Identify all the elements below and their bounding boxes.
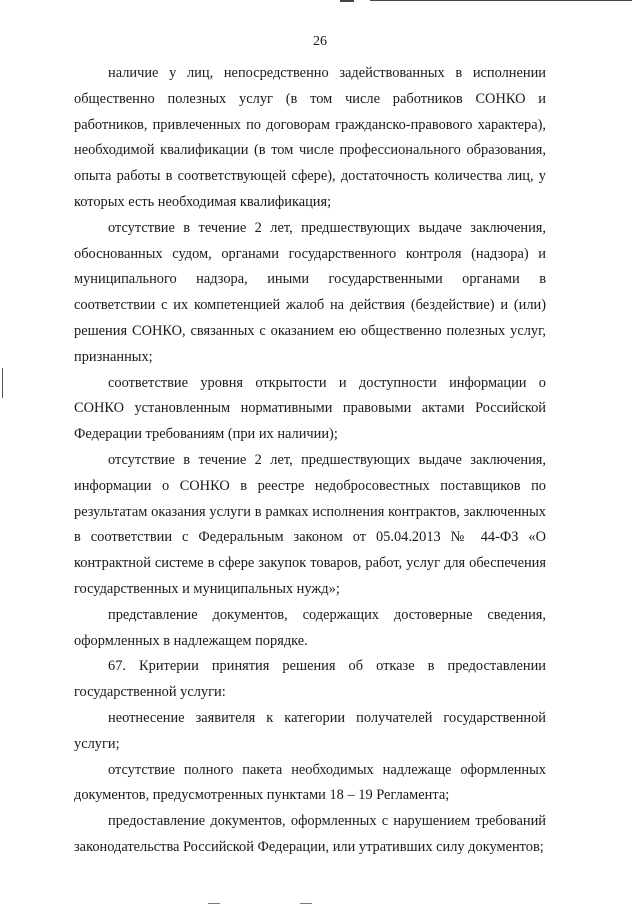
paragraph-qualification: наличие у лиц, непосредственно задействованных в исполнении общественно полезных услуг (в том числе работников СОНКО и работников, привлеченных по договорам гражданско-правового характера), необходимой квалификации (в том числе профессионального образования, опыта работы в соответствующей сфере), достаточность количества лиц, у которых есть необходимая квалификация; [74,65,546,210]
scan-artifact-bottom-mark [208,903,220,904]
paragraph-refusal-criteria: 67. Критерии принятия решения об отказе в предоставлении государственной услуги: [74,658,546,701]
paragraph-unfair-suppliers: отсутствие в течение 2 лет, предшествующих выдаче заключения, информации о СОНКО в реестре недобросовестных поставщиков по результатам оказания услуги в рамках исполнения контрактов, заключенных в соответствии с Федеральным законом от 05.04.2013 № 44-ФЗ «О контрактной системе в сфере закупок товаров, работ, услуг для обеспечения государственных и муниципальных нужд»; [74,451,546,597]
scan-artifact-left-line [2,368,3,398]
document-body [74,61,546,861]
scan-artifact-top-mark [340,0,354,2]
paragraph-invalid-documents: предоставление документов, оформленных с нарушением требований законодательства Российской Федерации, или утративших силу документов; [74,813,546,855]
scan-artifact-top-line [370,0,632,1]
scan-artifact-bottom-mark [300,903,312,904]
paragraph-reliable-documents: представление документов, содержащих достоверные сведения, оформленных в надлежащем порядке. [74,606,546,649]
page-number: 26 [313,34,327,49]
paragraph-openness: соответствие уровня открытости и доступности информации о СОНКО установленным нормативными правовыми актами Российской Федерации требованиям (при их наличии); [74,374,546,443]
paragraph-no-complaints: отсутствие в течение 2 лет, предшествующих выдаче заключения, обоснованных судом, органами государственного контроля (надзора) и муниципального надзора, иными государственными органами в соответствии с их компетенцией жалоб на действия (бездействие) и (или) решения СОНКО, связанных с оказанием ею общественно полезных услуг, признанных; [74,219,546,365]
paragraph-non-eligible: неотнесение заявителя к категории получателей государственной услуги; [74,709,546,752]
paragraph-incomplete-package: отсутствие полного пакета необходимых надлежаще оформленных документов, предусмотренных пунктами 18 – 19 Регламента; [74,761,546,804]
